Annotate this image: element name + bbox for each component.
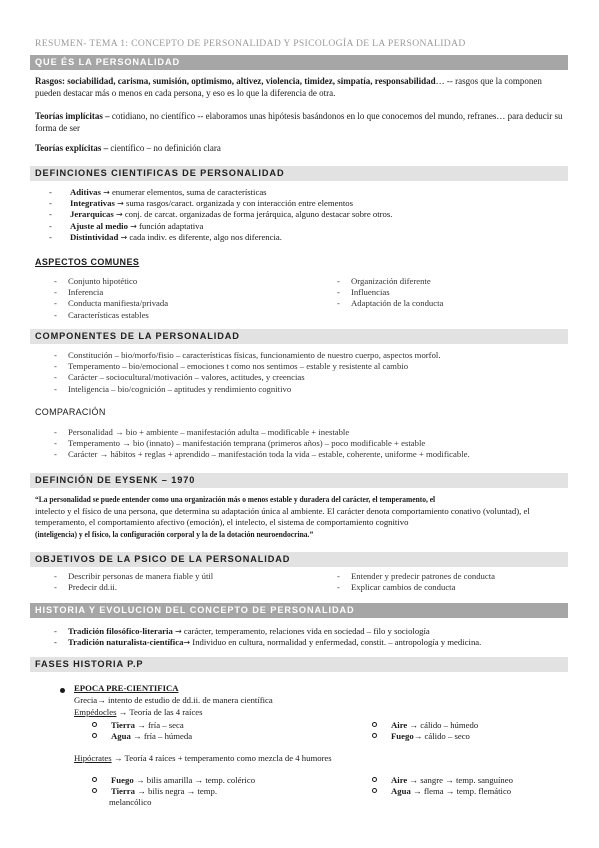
eysenk-quote bbox=[35, 494, 565, 540]
list-item: - Inteligencia – bio/cognición – aptitudes y rendimiento cognitivo bbox=[52, 384, 441, 395]
epoca-heading: EPOCA PRE-CIENTIFICA bbox=[74, 683, 179, 693]
implicitas-label: Teorías implícitas – bbox=[35, 111, 110, 121]
list-item: - Inferencia bbox=[52, 287, 168, 298]
list-item: - Entender y predecir patrones de conducta bbox=[335, 571, 495, 582]
hip-left-item: Tierra → bilis negra → temp. bbox=[92, 786, 217, 797]
arrow-right-icon: → bbox=[120, 232, 128, 242]
objetivos-right-list bbox=[335, 571, 495, 593]
section-heading-que-es: QUE ÉS LA PERSONALIDAD bbox=[30, 55, 568, 70]
list-item: - Tradición naturalista-científica→ Individuo en cultura, normalidad y enfermedad, constit. – antropología y medicina. bbox=[52, 637, 481, 648]
arrow-right-icon: → bbox=[174, 627, 182, 636]
section-heading-componentes: COMPONENTES DE LA PERSONALIDAD bbox=[30, 329, 568, 344]
section-heading-fases: FASES HISTORIA P.P bbox=[30, 657, 568, 672]
circle-bullet-icon bbox=[372, 777, 377, 782]
list-item: - Jerarquicas → conj. de carcat. organizadas de forma jerárquica, alguno destacar sobre otros. bbox=[47, 209, 392, 220]
implicitas-text: cotidiano, no científico -- elaboramos unas hipótesis basándonos en lo que conocemos del mundo, bbox=[109, 111, 468, 121]
arrow-right-icon: → bbox=[130, 221, 137, 231]
hip-left-continuation: melancólico bbox=[109, 797, 152, 807]
rasgos-paragraph bbox=[35, 75, 565, 100]
historia-list bbox=[52, 626, 481, 648]
list-item: - Temperamento – bio/emocional – emociones t como nos sentimos – estable y resistente al cambio bbox=[52, 361, 441, 372]
circle-bullet-icon bbox=[92, 788, 97, 793]
comparacion-heading: COMPARACIÓN bbox=[35, 407, 106, 417]
rasgos-label: Rasgos: bbox=[35, 76, 66, 86]
circle-bullet-icon bbox=[372, 788, 377, 793]
rasgos-list: sociabilidad, carisma, sumisión, optimismo, altivez, violencia, timidez, simpatía, responsabilidad bbox=[67, 76, 436, 86]
section-heading-eysenk: DEFINCIÓN DE EYSENK – 1970 bbox=[30, 473, 568, 488]
circle-bullet-icon bbox=[372, 733, 377, 738]
list-item: - Características estables bbox=[52, 310, 168, 321]
teorias-implicitas bbox=[35, 110, 565, 135]
quote-line-3: (inteligencia) y el físico, la configuración corporal y la de la dotación neuroendocrina.” bbox=[35, 528, 314, 539]
list-item: - Organización diferente bbox=[335, 276, 443, 287]
list-item: - Describir personas de manera fiable y útil bbox=[52, 571, 213, 582]
document-title: RESUMEN- TEMA 1: CONCEPTO DE PERSONALIDAD Y PSICOLOGÍA DE LA PERSONALIDAD bbox=[35, 38, 466, 49]
arrow-right-icon: → bbox=[183, 638, 191, 648]
emp-right-item: Aire → cálido – húmedo bbox=[372, 720, 478, 731]
list-item: - Influencias bbox=[335, 287, 443, 298]
empedocles-line: Empédocles → Teoría de las 4 raíces bbox=[74, 707, 203, 717]
list-item: - Adaptación de la conducta bbox=[335, 298, 443, 309]
emp-left-item: Tierra → fría – seca bbox=[92, 720, 184, 731]
emp-right-item: Fuego→ cálido – seco bbox=[372, 731, 470, 742]
comparacion-list bbox=[52, 427, 470, 461]
emp-left-item: Agua → fría – húmeda bbox=[92, 731, 192, 742]
list-item: - Tradición filosófico-literaria → carácter, temperamento, relaciones vida en sociedad – filo y sociología bbox=[52, 626, 481, 637]
list-item: - Predecir dd.ii. bbox=[52, 582, 213, 593]
list-item: - Conducta manifiesta/privada bbox=[52, 298, 168, 309]
list-item: - Carácter – sociocultural/motivación – valores, actitudes, y creencias bbox=[52, 372, 441, 383]
list-item: - Temperamento → bio (innato) – manifestación temprana (primeros años) – poco modificable + estable bbox=[52, 438, 470, 449]
aspectos-left-list bbox=[52, 276, 168, 321]
implicitas-cont: refranes… para deducir su forma de ser bbox=[35, 111, 563, 134]
list-item: - Personalidad → bio + ambiente – manifestación adulta – modificable + inestable bbox=[52, 427, 470, 438]
list-item: - Ajuste al medio → función adaptativa bbox=[47, 221, 392, 232]
circle-bullet-icon bbox=[92, 722, 97, 727]
arrow-right-icon: → bbox=[117, 199, 124, 209]
section-heading-historia: HISTORIA Y EVOLUCION DEL CONCEPTO DE PERSONALIDAD bbox=[30, 603, 568, 618]
teorias-explicitas bbox=[35, 142, 565, 154]
list-item: - Distintividad → cada indiv. es diferente, algo nos diferencia. bbox=[47, 232, 392, 243]
hip-right-item: Aire → sangre → temp. sanguíneo bbox=[372, 775, 513, 786]
section-heading-definiciones: DEFINCIONES CIENTIFICAS DE PERSONALIDAD bbox=[30, 166, 568, 181]
section-heading-objetivos: OBJETIVOS DE LA PSICO DE LA PERSONALIDAD bbox=[30, 552, 568, 567]
hip-right-item: Agua → flema → temp. flemático bbox=[372, 786, 511, 797]
definiciones-list bbox=[47, 187, 392, 243]
list-item: - Aditivas → enumerar elementos, suma de características bbox=[47, 187, 392, 198]
list-item: - Integrativas → suma rasgos/caract. organizada y con interacción entre elementos bbox=[47, 198, 392, 209]
hip-left-item: Fuego → bilis amarilla → temp. colérico bbox=[92, 775, 255, 786]
quote-line-1: “La personalidad se puede entender como una organización más o menos estable y duradera del carácter, el temperamento, el bbox=[35, 494, 436, 504]
list-item: - Constitución – bio/morfo/fisio – características físicas, funcionamiento de nuestro cuerpo, aspectos morfol. bbox=[52, 350, 441, 361]
hipocrates-line: Hipócrates → Teoría 4 raíces + temperamento como mezcla de 4 humores bbox=[74, 753, 332, 763]
rasgos-rest: … -- rasgos que la componen pueden destacar más o menos en cada persona, y eso es lo que la diferencia de otra. bbox=[35, 76, 542, 99]
list-item: - Carácter → hábitos + reglas + aprendido – manifestación toda la vida – estable, coherente, uniforme + modificable. bbox=[52, 449, 470, 460]
grecia-line: Grecia→ intento de estudio de dd.ii. de manera científica bbox=[74, 695, 273, 705]
circle-bullet-icon bbox=[92, 733, 97, 738]
componentes-list bbox=[52, 350, 441, 395]
explicitas-text: científico – no definición clara bbox=[108, 143, 221, 153]
explicitas-label: Teorías explícitas – bbox=[35, 143, 109, 153]
aspectos-right-list bbox=[335, 276, 443, 310]
bullet-icon bbox=[60, 688, 65, 693]
empedocles-name: Empédocles bbox=[74, 707, 117, 717]
list-item: - Conjunto hipotético bbox=[52, 276, 168, 287]
objetivos-left-list bbox=[52, 571, 213, 593]
aspectos-comunes-heading: ASPECTOS COMUNES bbox=[35, 257, 140, 267]
quote-line-2: intelecto y el físico de una persona, que determina su adaptación única al ambiente. El carácter denota comportamiento conativo (voluntad), el temperamento, el comportamiento afectivo (emoción), el intelecto, el sistema de comportamiento cognitivo bbox=[35, 505, 530, 527]
circle-bullet-icon bbox=[372, 722, 377, 727]
hipocrates-name: Hipócrates bbox=[74, 753, 112, 763]
list-item: - Explicar cambios de conducta bbox=[335, 582, 495, 593]
circle-bullet-icon bbox=[92, 777, 97, 782]
arrow-right-icon: → bbox=[115, 210, 123, 220]
arrow-right-icon: → bbox=[103, 188, 110, 197]
